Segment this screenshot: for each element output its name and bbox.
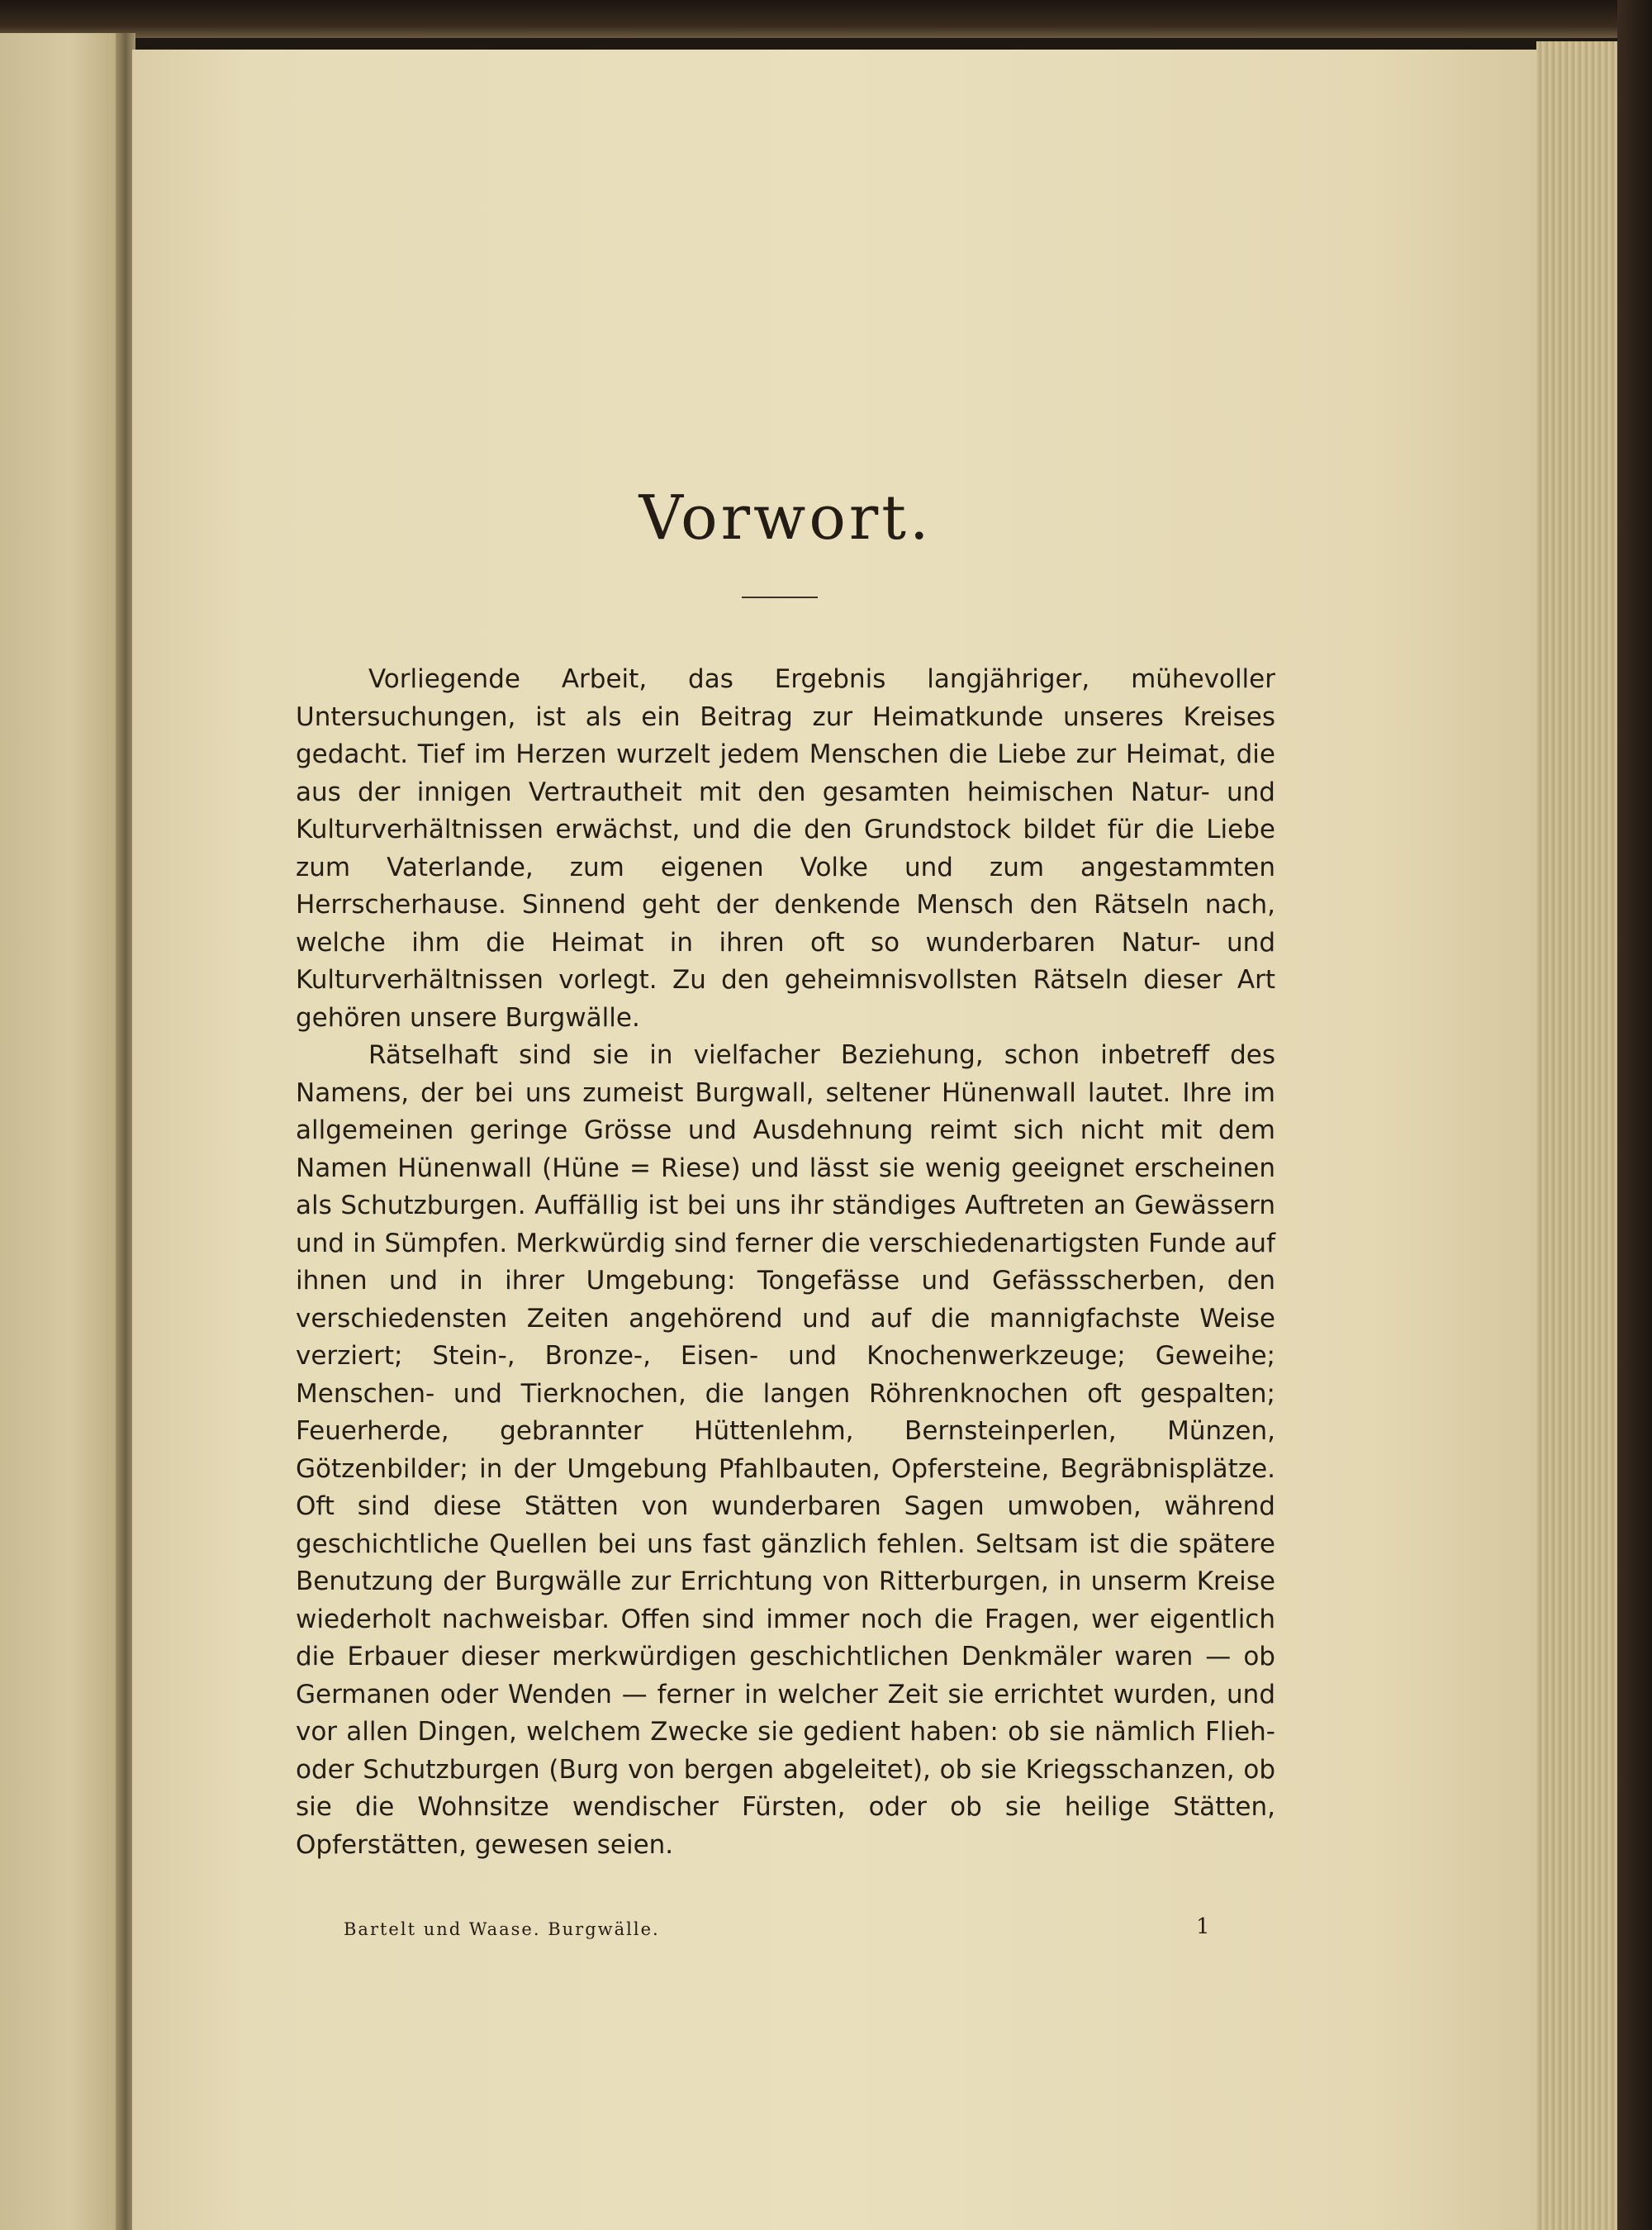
paragraph: Vorliegende Arbeit, das Ergebnis langjähriger, mühevoller Untersuchungen, ist als ein Beitrag zur Heimatkunde unseres Kreises gedacht. Tief im Herzen wurzelt jedem Menschen die Liebe zur Heimat, die aus der innigen Vertrautheit mit den gesamten heimischen Natur- und Kulturverhältnissen erwächst, und die den Grundstock bildet für die Liebe zum Vaterlande, zum eigenen Volke und zum angestammten Herrscherhause. Sinnend geht der denkende Mensch den Rätseln nach, welche ihm die Heimat in ihren oft so wunderbaren Natur- und Kulturverhältnissen vorlegt. Zu den geheimnisvollsten Rätseln dieser Art gehören unsere Burgwälle. bbox=[296, 664, 1275, 1033]
title-divider bbox=[742, 597, 818, 598]
page-fore-edges bbox=[1536, 41, 1619, 2230]
page-number: 1 bbox=[1196, 1914, 1210, 1939]
book-cover-top-edge bbox=[0, 0, 1652, 38]
left-page-margin bbox=[0, 33, 116, 2230]
page-title: Vorwort. bbox=[638, 483, 933, 554]
book-cover-right-edge bbox=[1617, 0, 1652, 2230]
paragraph: Rätselhaft sind sie in vielfacher Beziehung, schon inbetreff des Namens, der bei uns zumeist Burgwall, seltener Hünenwall lautet. Ihre im allgemeinen geringe Grösse und Ausdehnung reimt sich nicht mit dem Namen Hünenwall (Hüne = Riese) und lässt sie wenig geeignet erscheinen als Schutzburgen. Auffällig ist bei uns ihr ständiges Auftreten an Gewässern und in Sümpfen. Merkwürdig sind ferner die verschiedenartigsten Funde auf ihnen und in ihrer Umgebung: Tongefässe und Gefässscherben, den verschiedensten Zeiten angehörend und auf die mannigfachste Weise verziert; Stein-, Bronze-, Eisen- und Knochenwerkzeuge; Geweihe; Menschen- und Tierknochen, die langen Röhrenknochen oft gespalten; Feuerherde, gebrannter Hüttenlehm, Bernsteinperlen, Münzen, Götzenbilder; in der Umgebung Pfahlbauten, Opfersteine, Begräbnisplätze. Oft sind diese Stätten von wunderbaren Sagen umwoben, während geschichtliche Quellen bei uns fast gänzlich fehlen. Seltsam ist die spätere Benutzung der Burgwälle zur Errichtung von Ritterburgen, in unserm Kreise wiederholt nachweisbar. Offen sind immer noch die Fragen, wer eigentlich die Erbauer dieser merkwürdigen geschichtlichen Denkmäler waren — ob Germanen oder Wenden — ferner in welcher Zeit sie errichtet wurden, und vor allen Dingen, welchem Zwecke sie gedient haben: ob sie nämlich Flieh- oder Schutzburgen (Burg von bergen abgeleitet), ob sie Kriegsschanzen, ob sie die Wohnsitze wendischer Fürsten, oder ob sie heilige Stätten, Opferstätten, gewesen seien. bbox=[296, 1040, 1275, 1860]
body-text bbox=[296, 661, 1275, 1864]
signature-mark: Bartelt und Waase. Burgwälle. bbox=[344, 1919, 660, 1939]
page-footer bbox=[296, 1914, 1275, 1952]
